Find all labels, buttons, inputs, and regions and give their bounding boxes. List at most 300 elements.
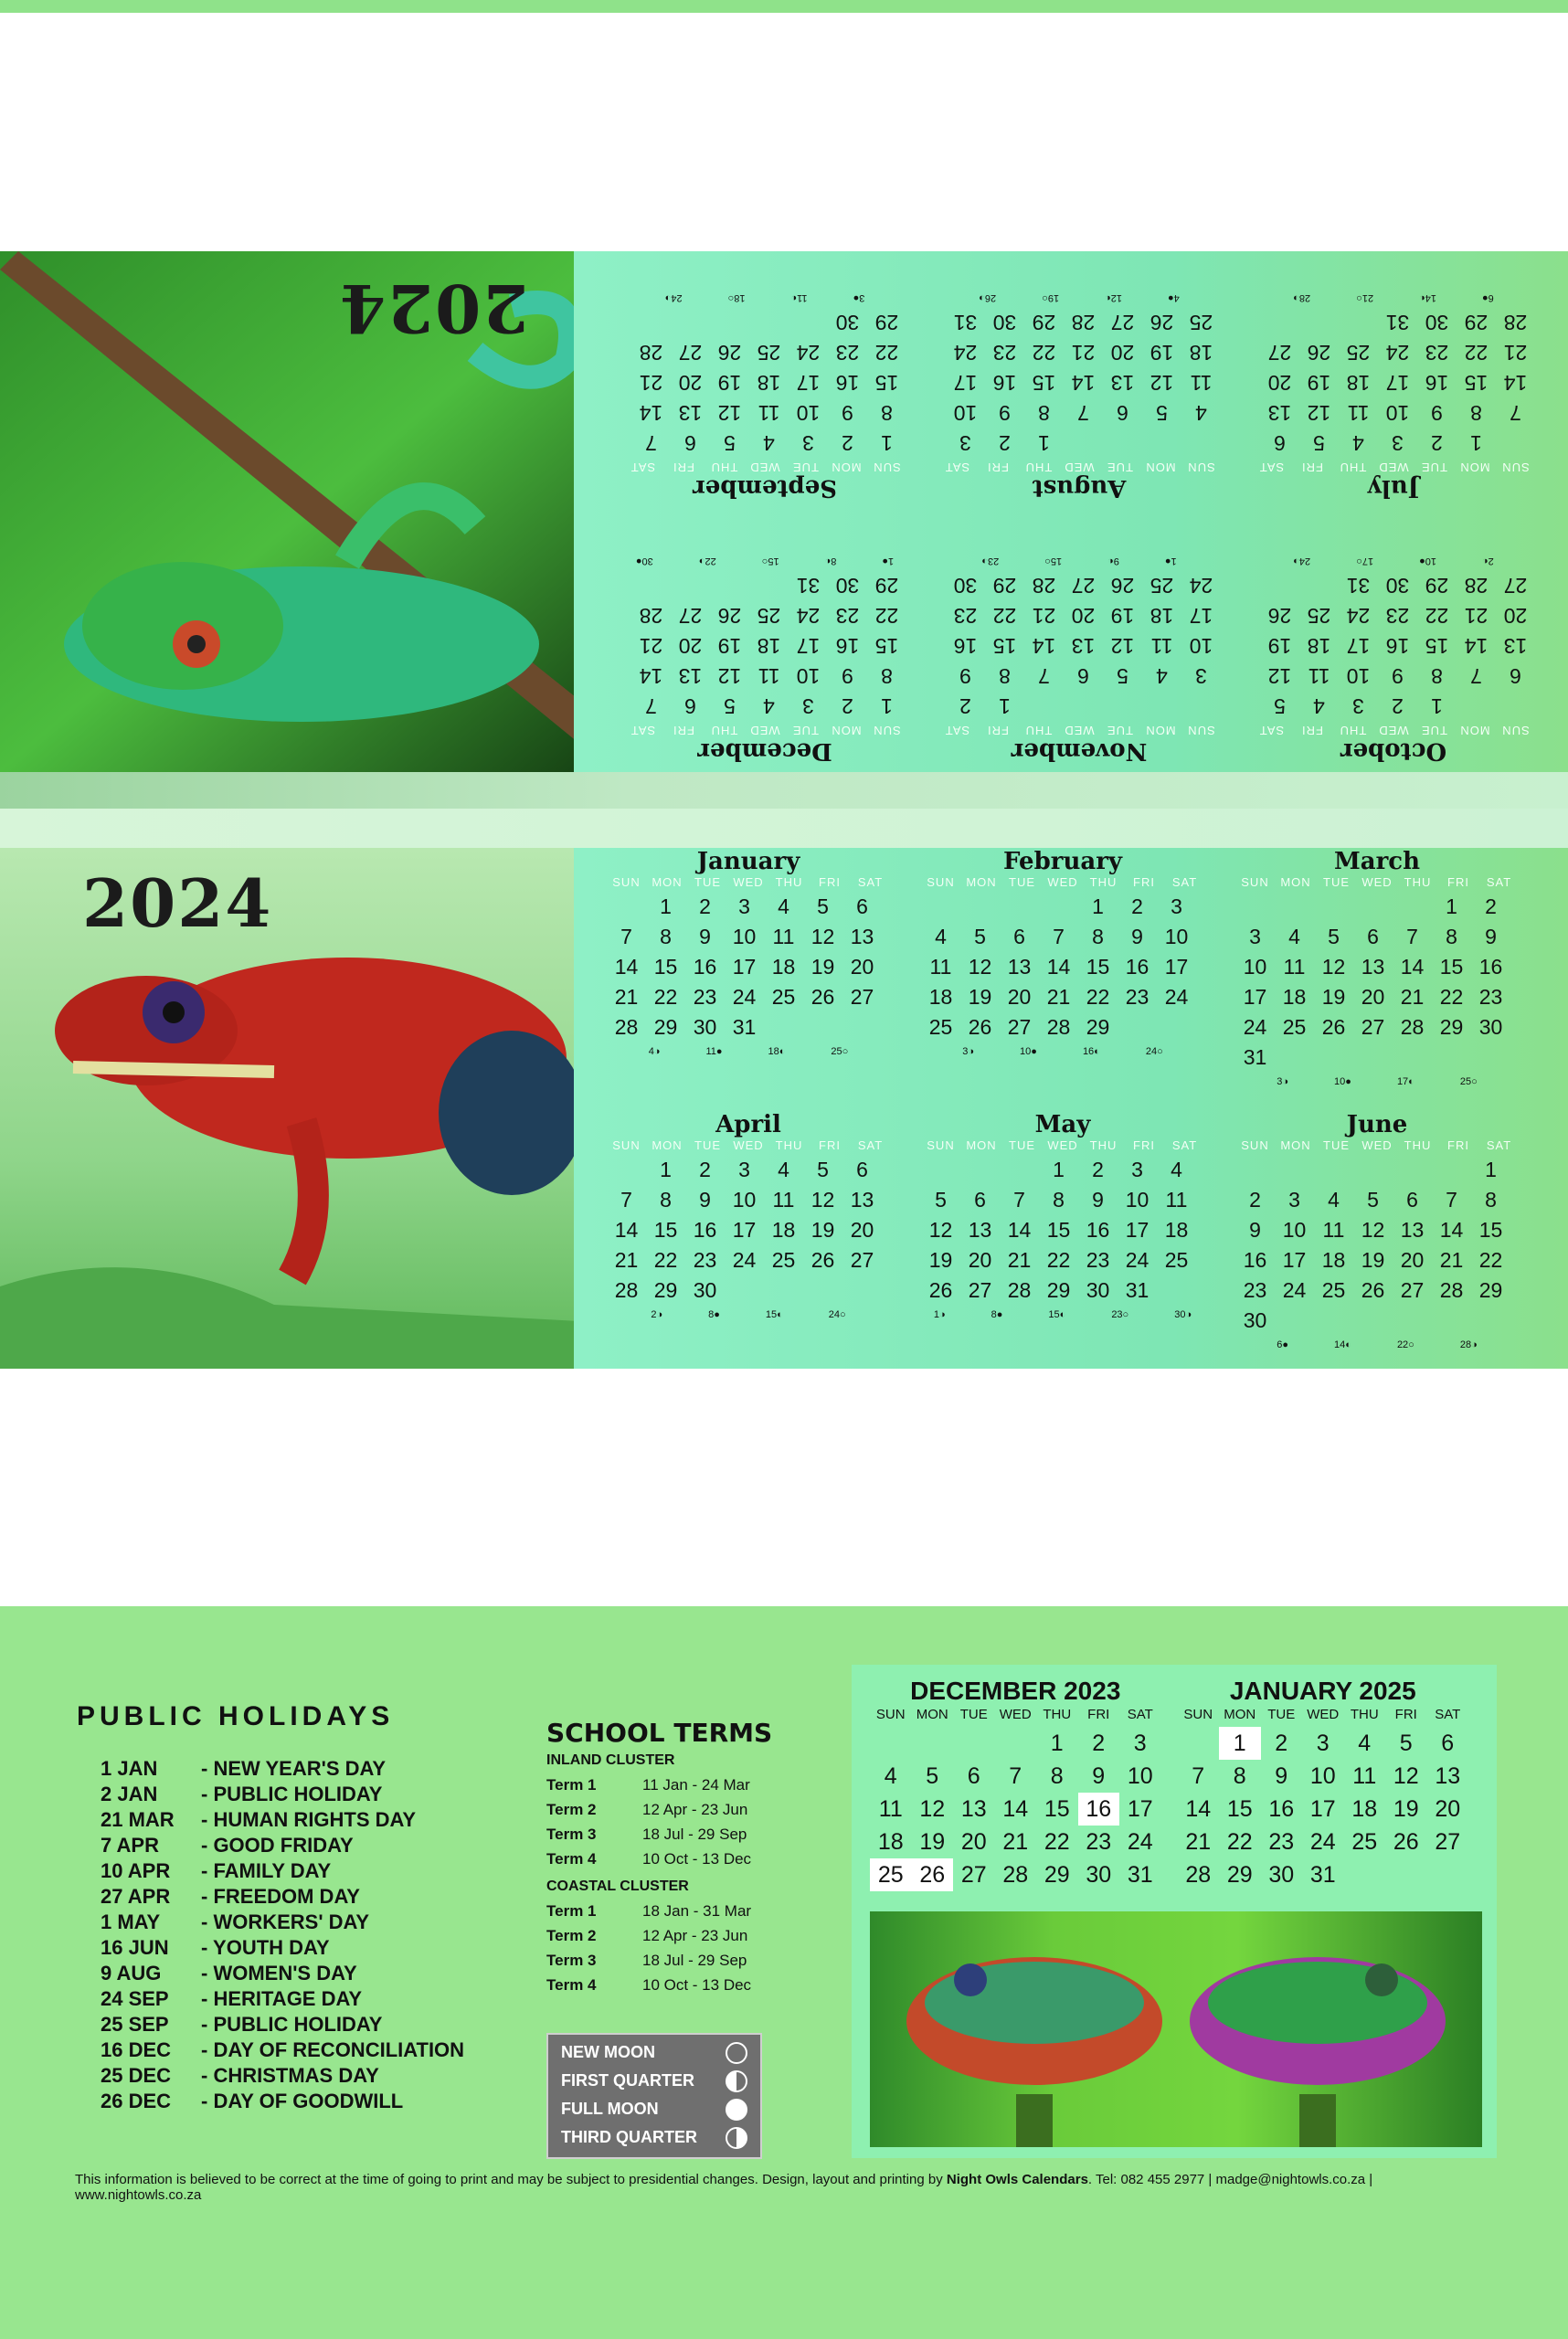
moon-phase-date: 12◐ bbox=[1105, 292, 1122, 303]
month-title: January bbox=[696, 848, 800, 875]
weekday-label: TUE bbox=[1107, 724, 1133, 737]
day-cell: 20 bbox=[968, 1248, 992, 1272]
day-cell: 16 bbox=[1268, 1796, 1295, 1822]
day-cell: 28 bbox=[1032, 574, 1056, 598]
moon-phase-date: 21○ bbox=[1356, 292, 1374, 303]
day-cell: 12 bbox=[1307, 401, 1331, 425]
day-cell: 6 bbox=[1077, 664, 1089, 688]
day-cell: 21 bbox=[639, 634, 663, 658]
weekday-label: SAT bbox=[1171, 1138, 1198, 1152]
day-cell: 7 bbox=[1192, 1763, 1205, 1789]
mini-calendar-title: DECEMBER 2023 bbox=[910, 1677, 1121, 1705]
weekday-label: WED bbox=[733, 1138, 764, 1152]
moon-phase-date: 6● bbox=[1277, 1339, 1289, 1350]
day-cell: 11 bbox=[1322, 1218, 1345, 1242]
weekday-label: THU bbox=[710, 460, 738, 474]
day-cell bbox=[995, 1727, 1037, 1760]
day-cell: 3 bbox=[1249, 925, 1261, 948]
day-cell: 10 bbox=[1385, 401, 1410, 425]
day-cell: 31 bbox=[1243, 1045, 1267, 1069]
day-cell: 26 bbox=[1361, 1278, 1385, 1302]
day-cell bbox=[1496, 691, 1535, 721]
holiday-name: - FREEDOM DAY bbox=[201, 1885, 360, 1908]
day-cell: 21 bbox=[1439, 1248, 1464, 1272]
fold-divider-light bbox=[0, 809, 1568, 850]
day-cell bbox=[1353, 1155, 1393, 1185]
day-cell: 11 bbox=[1283, 955, 1306, 979]
day-cell: 29 bbox=[1046, 1278, 1071, 1302]
public-holidays-title: PUBLIC HOLIDAYS bbox=[77, 1701, 395, 1731]
day-cell: 3 bbox=[1195, 664, 1207, 688]
day-cell: 30 bbox=[1243, 1308, 1267, 1332]
day-cell: 3 bbox=[1131, 1158, 1143, 1181]
weekday-label: FRI bbox=[987, 460, 1009, 474]
day-cell: 23 bbox=[1086, 1248, 1110, 1272]
holiday-date: 1 MAY bbox=[101, 1910, 161, 1933]
day-cell: 2 bbox=[1092, 1730, 1106, 1756]
day-cell: 28 bbox=[639, 341, 663, 365]
moon-phase-date: 25○ bbox=[1459, 1076, 1478, 1087]
weekday-header bbox=[912, 875, 1213, 892]
day-cell: 11 bbox=[772, 1188, 795, 1212]
weekday-label: SAT bbox=[857, 1138, 884, 1152]
weekday-header bbox=[1178, 1707, 1469, 1727]
footer-disclaimer bbox=[75, 2172, 1500, 2203]
day-cell: 18 bbox=[757, 371, 781, 395]
day-cell: 4 bbox=[1195, 401, 1207, 425]
day-cell: 1 bbox=[1092, 894, 1104, 918]
moon-phase-date: 23◑ bbox=[981, 556, 1000, 566]
weekday-header bbox=[912, 1138, 1213, 1155]
day-cell: 22 bbox=[874, 341, 899, 365]
day-cell: 23 bbox=[835, 341, 860, 365]
day-cell: 16 bbox=[693, 955, 717, 979]
moon-legend-label: FULL MOON bbox=[561, 2100, 659, 2118]
weekday-label: MON bbox=[1145, 724, 1176, 737]
moon-phases-row bbox=[912, 1046, 1213, 1057]
day-grid bbox=[1226, 1155, 1528, 1336]
day-cell: 5 bbox=[1117, 664, 1128, 688]
day-cell: 22 bbox=[1044, 1829, 1070, 1855]
day-cell: 28 bbox=[1400, 1015, 1425, 1039]
day-cell: 9 bbox=[1092, 1763, 1106, 1789]
month-title: March bbox=[1333, 848, 1421, 875]
holiday-date: 7 APR bbox=[101, 1834, 159, 1857]
weekday-label: TUE bbox=[1107, 460, 1133, 474]
day-cell: 3 bbox=[1316, 1730, 1330, 1756]
day-cell: 27 bbox=[850, 1248, 874, 1272]
day-cell: 13 bbox=[1110, 371, 1135, 395]
weekday-label: THU bbox=[775, 875, 803, 889]
weekday-label: FRI bbox=[1087, 1707, 1110, 1722]
term-dates: 18 Jul - 29 Sep bbox=[642, 1826, 747, 1843]
day-cell: 13 bbox=[1071, 634, 1096, 658]
day-cell: 9 bbox=[1431, 401, 1443, 425]
day-cell: 28 bbox=[639, 604, 663, 628]
term-label: Term 3 bbox=[546, 1952, 597, 1969]
day-cell: 15 bbox=[1032, 371, 1056, 395]
day-cell: 16 bbox=[835, 371, 860, 395]
day-cell: 29 bbox=[653, 1015, 678, 1039]
moon-phases-row bbox=[598, 1309, 899, 1320]
day-cell: 11 bbox=[1308, 664, 1330, 688]
moon-legend-label: FIRST QUARTER bbox=[561, 2071, 694, 2090]
weekday-label: THU bbox=[1339, 460, 1367, 474]
day-cell: 24 bbox=[796, 341, 821, 365]
weekday-label: SAT bbox=[1486, 1138, 1512, 1152]
weekday-label: FRI bbox=[673, 724, 694, 737]
day-cell: 7 bbox=[1470, 664, 1482, 688]
moon-legend-row bbox=[548, 2123, 760, 2152]
day-cell: 29 bbox=[874, 311, 899, 334]
weekday-label: SUN bbox=[875, 1707, 906, 1722]
weekday-label: SAT bbox=[857, 875, 884, 889]
day-cell: 18 bbox=[928, 985, 953, 1009]
day-cell: 12 bbox=[810, 925, 835, 948]
day-cell: 2 bbox=[1249, 1188, 1261, 1212]
day-cell: 15 bbox=[874, 371, 899, 395]
day-cell: 17 bbox=[953, 371, 978, 395]
coastal-cluster-title: COASTAL CLUSTER bbox=[546, 1879, 689, 1894]
day-cell: 3 bbox=[802, 431, 814, 455]
day-cell: 16 bbox=[1425, 371, 1449, 395]
month-title: April bbox=[715, 1111, 781, 1138]
day-cell: 11 bbox=[1352, 1763, 1377, 1789]
moon-phases-row bbox=[614, 556, 916, 566]
weekday-header bbox=[928, 458, 1230, 474]
day-cell: 10 bbox=[732, 1188, 757, 1212]
day-cell bbox=[870, 1727, 912, 1760]
holiday-name: - DAY OF GOODWILL bbox=[201, 2090, 404, 2112]
day-cell bbox=[1496, 428, 1535, 458]
day-cell: 23 bbox=[835, 604, 860, 628]
day-cell: 26 bbox=[1110, 574, 1135, 598]
day-cell: 28 bbox=[1007, 1278, 1032, 1302]
day-cell: 13 bbox=[1361, 955, 1385, 979]
term-label: Term 4 bbox=[546, 1976, 597, 1994]
day-cell: 16 bbox=[992, 371, 1017, 395]
day-cell bbox=[953, 1727, 995, 1760]
day-cell: 16 bbox=[1125, 955, 1150, 979]
day-grid bbox=[870, 1727, 1161, 1891]
term-label: Term 4 bbox=[546, 1850, 597, 1868]
holiday-name: - PUBLIC HOLIDAY bbox=[201, 2013, 383, 2036]
day-cell: 9 bbox=[999, 401, 1011, 425]
day-cell: 25 bbox=[1282, 1015, 1307, 1039]
day-cell: 26 bbox=[1393, 1829, 1419, 1855]
holiday-date: 24 SEP bbox=[101, 1987, 169, 2010]
day-cell: 9 bbox=[1092, 1188, 1104, 1212]
day-cell: 27 bbox=[678, 341, 703, 365]
day-cell: 11 bbox=[1190, 371, 1213, 395]
day-cell: 12 bbox=[928, 1218, 953, 1242]
day-cell: 15 bbox=[1046, 1218, 1071, 1242]
moon-phases-row bbox=[1226, 1076, 1528, 1087]
day-cell: 14 bbox=[639, 664, 663, 688]
day-cell: 30 bbox=[992, 311, 1017, 334]
day-cell: 10 bbox=[1282, 1218, 1307, 1242]
day-cell: 29 bbox=[1226, 1862, 1253, 1888]
weekday-label: TUE bbox=[1421, 724, 1447, 737]
day-grid bbox=[598, 1155, 899, 1306]
day-cell: 19 bbox=[968, 985, 992, 1009]
day-cell: 18 bbox=[1346, 371, 1371, 395]
day-cell: 29 bbox=[1478, 1278, 1503, 1302]
day-cell: 26 bbox=[717, 341, 742, 365]
day-cell: 15 bbox=[1464, 371, 1489, 395]
day-cell: 19 bbox=[1393, 1796, 1419, 1822]
day-cell: 31 bbox=[1309, 1862, 1336, 1888]
day-cell: 1 bbox=[1470, 431, 1482, 455]
moon-phase-date: 24○ bbox=[828, 1309, 846, 1320]
day-cell: 19 bbox=[1361, 1248, 1385, 1272]
holiday-date: 25 SEP bbox=[101, 2013, 169, 2036]
term-label: Term 1 bbox=[546, 1902, 597, 1920]
day-cell: 12 bbox=[919, 1796, 946, 1822]
day-cell: 10 bbox=[1243, 955, 1267, 979]
weekday-label: SAT bbox=[1127, 1707, 1153, 1722]
month-march bbox=[1226, 848, 1528, 1087]
holiday-name: - HERITAGE DAY bbox=[201, 1987, 363, 2010]
weekday-label: MON bbox=[966, 1138, 997, 1152]
day-cell: 18 bbox=[1189, 341, 1213, 365]
holiday-date: 2 JAN bbox=[101, 1783, 158, 1805]
moon-phases-row bbox=[614, 292, 916, 303]
weekday-label: FRI bbox=[1301, 460, 1323, 474]
day-cell: 22 bbox=[1226, 1829, 1253, 1855]
day-cell: 17 bbox=[1346, 634, 1371, 658]
day-cell: 8 bbox=[1053, 1188, 1065, 1212]
weekday-label: FRI bbox=[1447, 1138, 1469, 1152]
lower-year-label: 2024 bbox=[82, 864, 273, 942]
moon-phases-row bbox=[928, 292, 1230, 303]
day-cell: 29 bbox=[1425, 574, 1449, 598]
day-cell: 20 bbox=[1503, 604, 1528, 628]
holiday-row bbox=[101, 1807, 539, 1833]
upper-calendar-panel bbox=[0, 251, 1568, 772]
day-cell: 21 bbox=[639, 371, 663, 395]
day-cell: 3 bbox=[802, 694, 814, 718]
day-cell: 9 bbox=[1275, 1763, 1288, 1789]
footer-company: Night Owls Calendars bbox=[946, 2172, 1088, 2187]
moon-phases-row bbox=[1243, 292, 1544, 303]
day-cell: 23 bbox=[693, 1248, 717, 1272]
day-cell: 7 bbox=[1053, 925, 1065, 948]
holiday-row bbox=[101, 1961, 539, 1986]
day-cell: 14 bbox=[1439, 1218, 1464, 1242]
day-cell: 20 bbox=[850, 1218, 874, 1242]
day-cell: 31 bbox=[953, 311, 978, 334]
day-cell: 1 bbox=[1485, 1158, 1497, 1181]
day-cell: 22 bbox=[1032, 341, 1056, 365]
day-cell: 13 bbox=[1435, 1763, 1461, 1789]
day-cell: 9 bbox=[699, 1188, 711, 1212]
holiday-date: 16 JUN bbox=[101, 1936, 169, 1959]
day-cell: 24 bbox=[796, 604, 821, 628]
month-october bbox=[1243, 556, 1544, 765]
day-cell bbox=[1103, 428, 1142, 458]
holiday-date: 1 JAN bbox=[101, 1757, 158, 1780]
day-cell: 17 bbox=[1385, 371, 1410, 395]
day-cell: 16 bbox=[1086, 1218, 1110, 1242]
day-cell: 29 bbox=[653, 1278, 678, 1302]
weekday-label: SUN bbox=[873, 724, 901, 737]
day-cell: 4 bbox=[1352, 431, 1364, 455]
day-cell: 30 bbox=[693, 1278, 717, 1302]
day-cell bbox=[1000, 892, 1039, 922]
day-cell: 27 bbox=[1071, 574, 1096, 598]
day-cell bbox=[1064, 691, 1103, 721]
weekday-label: WED bbox=[1361, 1138, 1393, 1152]
day-cell: 10 bbox=[732, 925, 757, 948]
day-cell: 2 bbox=[699, 1158, 711, 1181]
day-cell: 9 bbox=[842, 664, 853, 688]
day-cell: 4 bbox=[1171, 1158, 1182, 1181]
day-cell: 24 bbox=[1127, 1829, 1153, 1855]
day-cell: 18 bbox=[757, 634, 781, 658]
day-cell: 8 bbox=[1233, 1763, 1246, 1789]
weekday-label: FRI bbox=[673, 460, 694, 474]
weekday-label: FRI bbox=[1447, 875, 1469, 889]
day-cell: 23 bbox=[1478, 985, 1503, 1009]
day-cell: 28 bbox=[1503, 311, 1528, 334]
moon-legend-row bbox=[548, 2038, 760, 2067]
weekday-label: TUE bbox=[792, 460, 819, 474]
day-cell: 23 bbox=[992, 341, 1017, 365]
upper-months-rotated bbox=[574, 251, 1568, 772]
weekday-label: SAT bbox=[630, 724, 656, 737]
month-title: August bbox=[1032, 474, 1127, 502]
weekday-label: THU bbox=[1043, 1707, 1072, 1722]
weekday-label: TUE bbox=[1421, 460, 1447, 474]
day-cell: 1 bbox=[1050, 1730, 1064, 1756]
day-cell: 6 bbox=[1367, 925, 1379, 948]
upper-year-label: 2024 bbox=[338, 270, 529, 347]
day-cell: 28 bbox=[614, 1015, 639, 1039]
moon-legend-row bbox=[548, 2067, 760, 2095]
day-cell: 8 bbox=[881, 664, 893, 688]
weekday-label: SAT bbox=[1486, 875, 1512, 889]
moon-phase-date: 10● bbox=[1334, 1076, 1351, 1087]
holiday-row bbox=[101, 1858, 539, 1884]
day-cell: 8 bbox=[1050, 1763, 1064, 1789]
weekday-label: TUE bbox=[1009, 875, 1035, 889]
moon-phase-date: 30◑ bbox=[1174, 1309, 1192, 1320]
day-cell: 11 bbox=[772, 925, 795, 948]
weekday-label: MON bbox=[831, 460, 862, 474]
moon-phase-date: 23○ bbox=[1111, 1309, 1129, 1320]
day-cell: 26 bbox=[810, 1248, 835, 1272]
day-cell: 18 bbox=[1282, 985, 1307, 1009]
weekday-header bbox=[870, 1707, 1161, 1727]
holiday-date: 9 AUG bbox=[101, 1962, 162, 1984]
day-cell: 5 bbox=[1328, 925, 1340, 948]
day-cell: 25 bbox=[1346, 341, 1371, 365]
holiday-row bbox=[101, 1935, 539, 1961]
holiday-date: 25 DEC bbox=[101, 2064, 172, 2087]
month-title: October bbox=[1340, 737, 1447, 765]
day-cell: 8 bbox=[1431, 664, 1443, 688]
day-cell: 31 bbox=[1127, 1862, 1153, 1888]
moon-phase-date: 17○ bbox=[1356, 556, 1374, 566]
day-cell: 16 bbox=[835, 634, 860, 658]
day-cell: 26 bbox=[717, 604, 742, 628]
day-cell: 13 bbox=[850, 925, 874, 948]
day-cell: 5 bbox=[974, 925, 986, 948]
term-dates: 11 Jan - 24 Mar bbox=[642, 1776, 750, 1794]
day-cell: 21 bbox=[1503, 341, 1528, 365]
day-cell: 3 bbox=[959, 431, 971, 455]
public-holidays-list bbox=[101, 1756, 539, 2114]
day-cell: 8 bbox=[1470, 401, 1482, 425]
day-cell: 4 bbox=[763, 431, 775, 455]
weekday-label: SUN bbox=[1501, 724, 1530, 737]
moon-phases-row bbox=[598, 1046, 899, 1057]
term-row bbox=[546, 1847, 821, 1871]
day-cell: 12 bbox=[810, 1188, 835, 1212]
chameleon-photo-lower bbox=[0, 848, 612, 1369]
day-cell: 9 bbox=[699, 925, 711, 948]
day-cell: 28 bbox=[1002, 1862, 1029, 1888]
day-cell: 4 bbox=[778, 894, 789, 918]
moon-phase-date: 2◐ bbox=[1481, 556, 1494, 566]
day-cell: 27 bbox=[968, 1278, 992, 1302]
day-grid bbox=[928, 570, 1230, 721]
month-april bbox=[598, 1111, 899, 1320]
day-cell: 8 bbox=[999, 664, 1011, 688]
holiday-name: - WORKERS' DAY bbox=[201, 1910, 370, 1933]
day-cell: 26 bbox=[968, 1015, 992, 1039]
day-cell: 11 bbox=[878, 1796, 903, 1822]
day-cell: 6 bbox=[684, 694, 696, 718]
weekday-label: WED bbox=[733, 875, 764, 889]
holiday-row bbox=[101, 2037, 539, 2063]
weekday-label: MON bbox=[1459, 724, 1490, 737]
weekday-label: THU bbox=[710, 724, 738, 737]
day-cell: 19 bbox=[717, 634, 742, 658]
day-cell: 25 bbox=[1150, 574, 1174, 598]
moon-phase-date: 16◐ bbox=[1082, 1046, 1100, 1057]
day-cell: 21 bbox=[614, 985, 639, 1009]
weekday-header bbox=[1243, 458, 1544, 474]
day-cell: 14 bbox=[1185, 1796, 1212, 1822]
day-cell: 27 bbox=[1400, 1278, 1425, 1302]
month-title: December bbox=[697, 737, 832, 765]
twin-chameleons-photo bbox=[870, 1911, 1482, 2147]
weekday-header bbox=[928, 721, 1230, 737]
day-cell: 15 bbox=[992, 634, 1017, 658]
day-cell: 16 bbox=[1243, 1248, 1267, 1272]
day-cell bbox=[1314, 1155, 1353, 1185]
day-cell: 9 bbox=[1392, 664, 1404, 688]
holiday-date: 26 DEC bbox=[101, 2090, 172, 2112]
term-row bbox=[546, 1773, 821, 1797]
day-cell: 16 bbox=[1078, 1793, 1120, 1826]
day-cell: 31 bbox=[1125, 1278, 1150, 1302]
moon-phase-date: 26◑ bbox=[979, 292, 997, 303]
moon-phase-date: 19○ bbox=[1042, 292, 1060, 303]
weekday-label: TUE bbox=[1267, 1707, 1296, 1722]
term-label: Term 2 bbox=[546, 1801, 597, 1818]
weekday-label: SUN bbox=[927, 875, 955, 889]
day-cell: 12 bbox=[1393, 1763, 1419, 1789]
moon-phase-date: 2◑ bbox=[651, 1309, 663, 1320]
day-cell: 22 bbox=[1464, 341, 1489, 365]
weekday-label: SUN bbox=[612, 875, 641, 889]
day-cell: 15 bbox=[874, 634, 899, 658]
day-cell bbox=[960, 892, 1000, 922]
holiday-name: - CHRISTMAS DAY bbox=[201, 2064, 379, 2087]
